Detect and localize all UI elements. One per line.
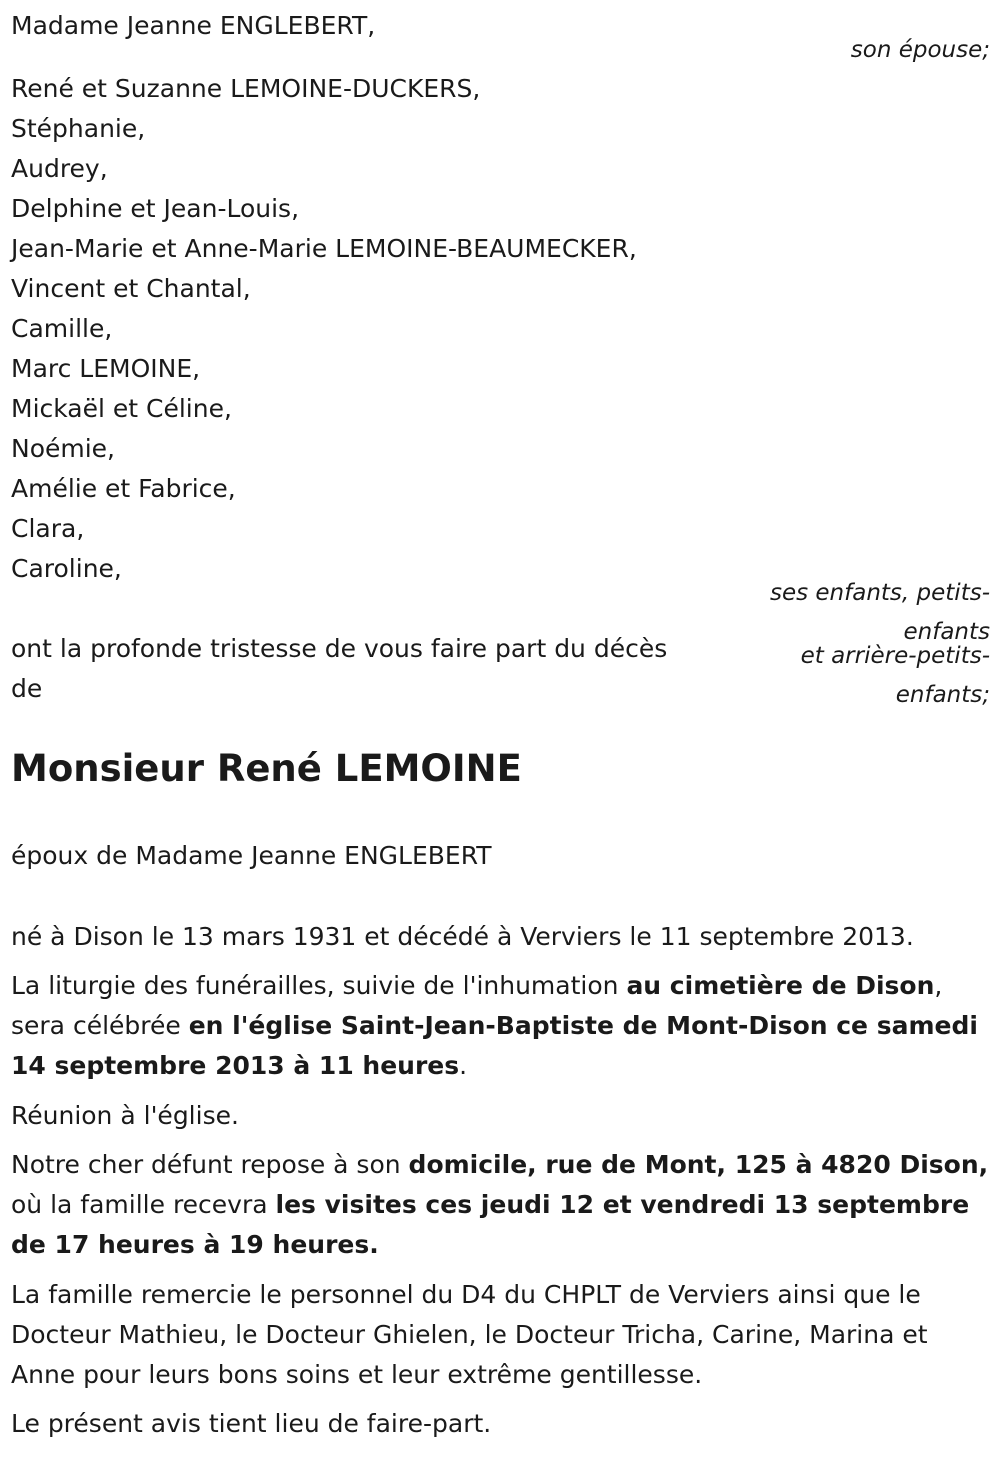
- rest-text-2: où la famille recevra: [11, 1190, 276, 1219]
- family-member: Audrey,: [11, 154, 108, 183]
- family-member: Clara,: [11, 514, 85, 543]
- family-relation-note-1: ses enfants, petits-: [769, 580, 990, 606]
- family-member: Stéphanie,: [11, 114, 146, 143]
- liturgy-text-1: La liturgie des funérailles, suivie de l'inhumation: [11, 971, 627, 1000]
- family-member: Marc LEMOINE,: [11, 354, 201, 383]
- liturgy-text-3: .: [459, 1051, 468, 1080]
- family-member: Vincent et Chantal,: [11, 274, 251, 303]
- family-member: Camille,: [11, 314, 113, 343]
- announcement-line-1: ont la profonde tristesse de vous faire part du décès: [11, 634, 668, 663]
- family-relation-note-2: enfants: [903, 619, 990, 645]
- family-member: Caroline,: [11, 554, 122, 583]
- family-member: Delphine et Jean-Louis,: [11, 194, 300, 223]
- family-member: Amélie et Fabrice,: [11, 474, 236, 503]
- rest-visits: les visites ces jeudi 12 et vendredi 13 septembre de 17 heures à 19 heures.: [11, 1190, 970, 1259]
- family-member: Jean-Marie et Anne-Marie LEMOINE-BEAUMECKER,: [11, 234, 637, 263]
- deceased-name: Monsieur René LEMOINE: [11, 747, 522, 790]
- family-member: René et Suzanne LEMOINE-DUCKERS,: [11, 74, 481, 103]
- announcement-line-2: de: [11, 674, 43, 703]
- rest-address: domicile, rue de Mont, 125 à 4820 Dison,: [408, 1150, 989, 1179]
- spouse-relation-note: son épouse;: [850, 37, 990, 63]
- liturgy-text-2: , sera célébrée: [11, 971, 943, 1040]
- family-member: Noémie,: [11, 434, 116, 463]
- family-member: Mickaël et Céline,: [11, 394, 232, 423]
- spouse-name: Madame Jeanne ENGLEBERT,: [11, 11, 376, 40]
- liturgy-paragraph: [11, 966, 991, 1086]
- rest-text-1: Notre cher défunt repose à son: [11, 1150, 409, 1179]
- thanks-paragraph: La famille remercie le personnel du D4 du CHPLT de Verviers ainsi que le Docteur Mathieu, le Docteur Ghielen, le Docteur Tricha, Carine, Marina et Anne pour leurs bons soins et leur extrême gentillesse.: [11, 1280, 928, 1389]
- liturgy-cemetery: au cimetière de Dison: [626, 971, 935, 1000]
- meeting-info: Réunion à l'église.: [11, 1101, 239, 1130]
- liturgy-church-date: en l'église Saint-Jean-Baptiste de Mont-Dison ce samedi 14 septembre 2013 à 11 heures: [11, 1011, 978, 1080]
- family-relation-note-3: et arrière-petits-: [800, 643, 990, 669]
- closing-note: Le présent avis tient lieu de faire-part.: [11, 1409, 492, 1438]
- family-relation-note-4: enfants;: [895, 682, 990, 708]
- deceased-spouse-of: époux de Madame Jeanne ENGLEBERT: [11, 841, 492, 870]
- birth-death-dates: né à Dison le 13 mars 1931 et décédé à Verviers le 11 septembre 2013.: [11, 922, 914, 951]
- rest-paragraph: [11, 1145, 991, 1265]
